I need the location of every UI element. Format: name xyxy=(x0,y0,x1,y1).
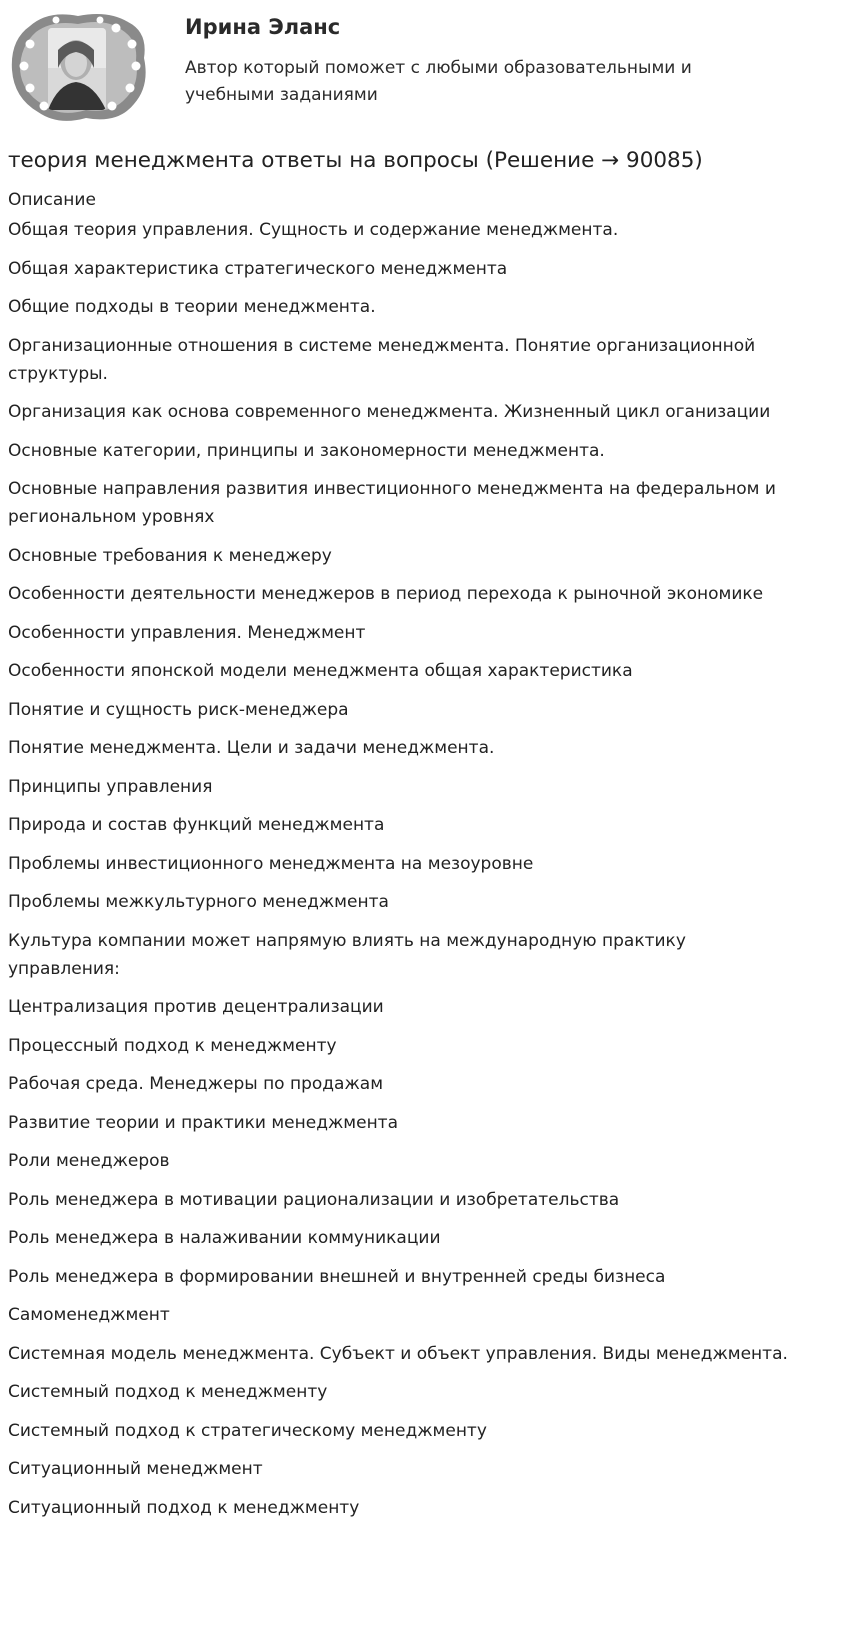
topic-text: Роль менеджера в налаживании коммуникации xyxy=(8,1228,441,1248)
topic-text: Рабочая среда. Менеджеры по продажам xyxy=(8,1074,384,1094)
list-item xyxy=(8,1378,788,1406)
list-item xyxy=(8,1070,788,1098)
topic-text: Роль менеджера в формировании внешней и внутренней среды бизнеса xyxy=(8,1266,666,1287)
topic-text: Организация как основа современного менеджмента. Жизненный цикл оганизации xyxy=(8,402,771,422)
topic-text: Ситуационный менеджмент xyxy=(8,1459,263,1479)
author-name[interactable]: Ирина Эланс xyxy=(185,15,341,39)
list-item xyxy=(8,850,788,878)
avatar xyxy=(8,8,152,126)
topic-text: Системный подход к стратегическому менеджменту xyxy=(8,1420,487,1441)
list-item xyxy=(8,1186,788,1214)
topic-text: Особенности японской модели менеджмента общая характеристика xyxy=(8,661,633,681)
topic-text: Развитие теории и практики менеджмента xyxy=(8,1112,399,1133)
list-item xyxy=(8,437,788,465)
topic-list xyxy=(8,216,788,1532)
topic-text: Процессный подход к менеджменту xyxy=(8,1035,337,1056)
list-item xyxy=(8,542,788,570)
list-item xyxy=(8,1417,788,1445)
list-item xyxy=(8,1301,788,1329)
topic-text: Организационные отношения в системе менеджмента. Понятие организационной структуры. xyxy=(8,335,756,384)
topic-text: Системный подход к менеджменту xyxy=(8,1382,328,1402)
topic-text: Ситуационный подход к менеджменту xyxy=(8,1497,360,1518)
topic-text: Проблемы инвестиционного менеджмента на мезоуровне xyxy=(8,853,534,874)
topic-text: Особенности управления. Менеджмент xyxy=(8,622,366,643)
author-card xyxy=(8,8,838,126)
topic-text: Природа и состав функций менеджмента xyxy=(8,815,385,835)
description-label: Описание xyxy=(8,190,96,210)
topic-text: Проблемы межкультурного менеджмента xyxy=(8,892,389,912)
list-item xyxy=(8,619,788,647)
list-item xyxy=(8,1032,788,1060)
topic-text: Основные требования к менеджеру xyxy=(8,545,332,566)
topic-text: Понятие и сущность риск-менеджера xyxy=(8,699,349,720)
list-item xyxy=(8,1340,788,1368)
list-item xyxy=(8,927,788,983)
topic-text: Системная модель менеджмента. Субъект и объект управления. Виды менеджмента. xyxy=(8,1343,788,1364)
topic-text: Роль менеджера в мотивации рационализации и изобретательства xyxy=(8,1189,620,1210)
list-item xyxy=(8,888,788,916)
list-item xyxy=(8,734,788,762)
list-item xyxy=(8,1109,788,1137)
list-item xyxy=(8,1494,788,1522)
topic-text: Принципы управления xyxy=(8,776,213,797)
avatar-frame-image xyxy=(8,8,152,126)
topic-text: Понятие менеджмента. Цели и задачи менеджмента. xyxy=(8,738,495,758)
list-item xyxy=(8,811,788,839)
topic-text: Основные направления развития инвестиционного менеджмента на федеральном и региональном уровнях xyxy=(8,479,776,527)
topic-text: Роли менеджеров xyxy=(8,1151,170,1171)
list-item xyxy=(8,580,788,608)
list-item xyxy=(8,773,788,801)
list-item xyxy=(8,475,788,531)
author-description: Автор который поможет с любыми образовательными и учебными заданиями xyxy=(185,58,692,105)
list-item xyxy=(8,1455,788,1483)
list-item xyxy=(8,398,788,426)
list-item xyxy=(8,1147,788,1175)
list-item xyxy=(8,696,788,724)
topic-text: Общая характеристика стратегического менеджмента xyxy=(8,258,508,279)
list-item xyxy=(8,332,788,388)
topic-text: Культура компании может напрямую влиять на международную практику управления: xyxy=(8,930,686,979)
list-item xyxy=(8,255,788,283)
list-item xyxy=(8,293,788,321)
list-item xyxy=(8,993,788,1021)
topic-text: Самоменеджмент xyxy=(8,1305,170,1325)
topic-text: Основные категории, принципы и закономерности менеджмента. xyxy=(8,440,605,461)
list-item xyxy=(8,657,788,685)
topic-text: Общие подходы в теории менеджмента. xyxy=(8,297,376,317)
topic-text: Общая теория управления. Сущность и содержание менеджмента. xyxy=(8,220,619,240)
topic-text: Особенности деятельности менеджеров в период перехода к рыночной экономике xyxy=(8,584,764,604)
topic-text: Централизация против децентрализации xyxy=(8,997,384,1017)
list-item xyxy=(8,1224,788,1252)
list-item xyxy=(8,1263,788,1291)
list-item xyxy=(8,216,788,244)
page-title: теория менеджмента ответы на вопросы (Решение → 90085) xyxy=(8,148,703,173)
